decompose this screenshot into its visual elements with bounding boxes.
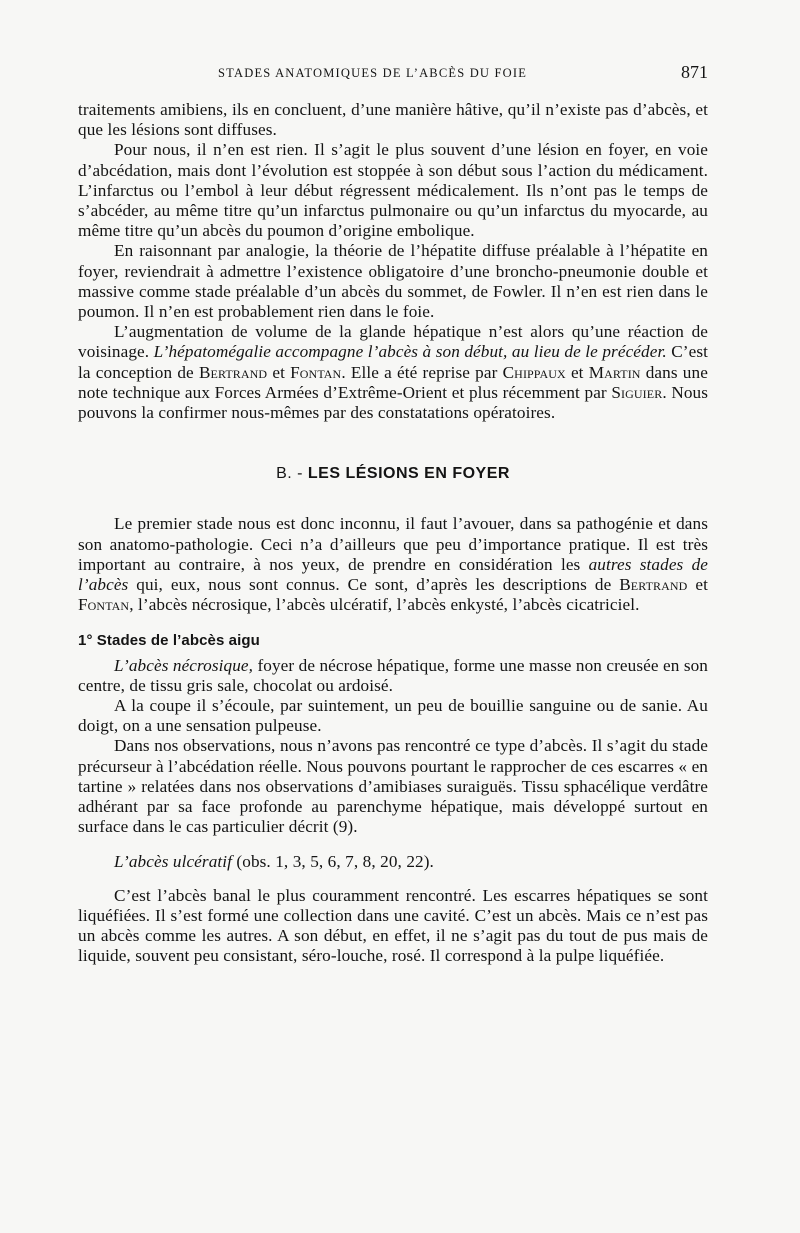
text-run: et: [570, 362, 584, 382]
page-number: 871: [681, 62, 708, 82]
text-run: C’est la conception de: [78, 342, 708, 382]
text-run: L’augmentation de volume de la glande hépatique n’est alors qu’une réaction de voisinage.: [78, 322, 708, 362]
italic-run: L’hépatomégalie accompagne l’abcès à son début, au lieu de le précéder.: [153, 342, 667, 362]
paragraph: En raisonnant par analogie, la théorie de l’hépatite diffuse préalable à l’hépatite en foyer, reviendrait à admettre l’existence obligatoire d’une broncho-pneumonie double et massive comme stade préalable d’un abcès du sommet, de Fowler. Il n’en est rien dans le poumon. Il n’en est probablement rien dans le foie.: [78, 241, 708, 322]
running-title: STADES ANATOMIQUES DE L’ABCÈS DU FOIE: [218, 66, 528, 80]
italic-run: L’abcès nécrosique,: [114, 655, 254, 675]
author-name: Fontan: [78, 595, 130, 615]
paragraph: C’est l’abcès banal le plus couramment rencontré. Les escarres hépatiques se sont liquéfiées. Il s’est formé une collection dans une cavité. C’est un abcès. Mais ce n’est pas un abcès comme les autres. A son début, en effet, il ne s’agit pas du tout de pus mais de liquide, souvent peu consistant, séro-louche, rosé. Il correspond à la pulpe liquéfiée.: [78, 885, 708, 966]
section-label: B. -: [276, 465, 303, 483]
section-heading: [78, 464, 708, 484]
paragraph: A la coupe il s’écoule, par suintement, un peu de bouillie sanguine ou de sanie. Au doigt, on a une sensation pulpeuse.: [78, 696, 708, 736]
author-name: Bertrand: [198, 362, 268, 382]
text-run: (obs. 1, 3, 5, 6, 7, 8, 20, 22).: [236, 851, 434, 871]
text-run: et: [272, 362, 285, 382]
paragraph: [78, 852, 708, 872]
text-run: . Elle a été reprise par: [341, 362, 498, 382]
author-name: Chippaux: [502, 362, 566, 382]
text-run: Le premier stade nous est donc inconnu, il faut l’avouer, dans sa pathogénie et dans son anatomo-pathologie. Ceci n’a d’ailleurs que peu d’importance pratique. Il est très important au contraire, à nos yeux, de prendre en considération les: [78, 514, 708, 574]
paragraph: Dans nos observations, nous n’avons pas rencontré ce type d’abcès. Il s’agit du stade précurseur à l’abcédation réelle. Nous pouvons pourtant le rapprocher de ces escarres « en tartine » relatées dans nos observations d’amibiases suraiguës. Tissu sphacélique verdâtre adhérant par sa face profonde au parenchyme hépatique, mais développé surtout en surface dans le cas particulier décrit (9).: [78, 736, 708, 837]
text-run: qui, eux, nous sont connus. Ce sont, d’après les descriptions de: [136, 575, 612, 595]
text-run: foyer de nécrose hépatique, forme une masse non creusée en son centre, de tissu gris sale, chocolat ou ardoisé.: [78, 655, 709, 695]
running-header: [78, 62, 708, 86]
paragraph: [78, 656, 708, 696]
author-name: Fontan: [290, 362, 342, 382]
author-name: Bertrand: [619, 575, 688, 595]
author-name: Siguier: [611, 382, 663, 402]
text-run: . Nous pouvons la confirmer nous-mêmes par des constatations opératoires.: [78, 382, 709, 423]
text-run: dans une note technique aux Forces Armées d’Extrême-Orient et plus récemment par: [78, 362, 708, 402]
italic-run: autres stades de l’abcès: [78, 554, 708, 595]
text-run: et: [695, 575, 708, 595]
paragraph: [78, 514, 708, 615]
paragraph: traitements amibiens, ils en concluent, d’une manière hâtive, qu’il n’existe pas d’abcès, et que les lésions sont diffuses.: [78, 100, 708, 140]
italic-run: L’abcès ulcératif: [114, 851, 233, 871]
body-text: [78, 100, 708, 967]
paragraph: Pour nous, il n’en est rien. Il s’agit le plus souvent d’une lésion en foyer, en voie d’abcédation, mais dont l’évolution est stoppée à son début sous l’action du médicament. L’infarctus ou l’embol à leur début régressent médicalement. Ils n’ont pas le temps de s’abcéder, au même titre qu’un infarctus pulmonaire ou qu’un infarctus du myocarde, au même titre qu’un abcès du poumon d’origine embolique.: [78, 140, 708, 241]
subsection-heading: 1° Stades de l’abcès aigu: [78, 632, 260, 650]
section-title: LES LÉSIONS EN FOYER: [307, 465, 510, 483]
spacer: [78, 838, 708, 852]
author-name: Martin: [588, 362, 641, 382]
text-run: , l’abcès nécrosique, l’abcès ulcératif, l’abcès enkysté, l’abcès cicatriciel.: [129, 595, 640, 615]
spacer: [78, 872, 708, 886]
paragraph: [78, 322, 708, 423]
